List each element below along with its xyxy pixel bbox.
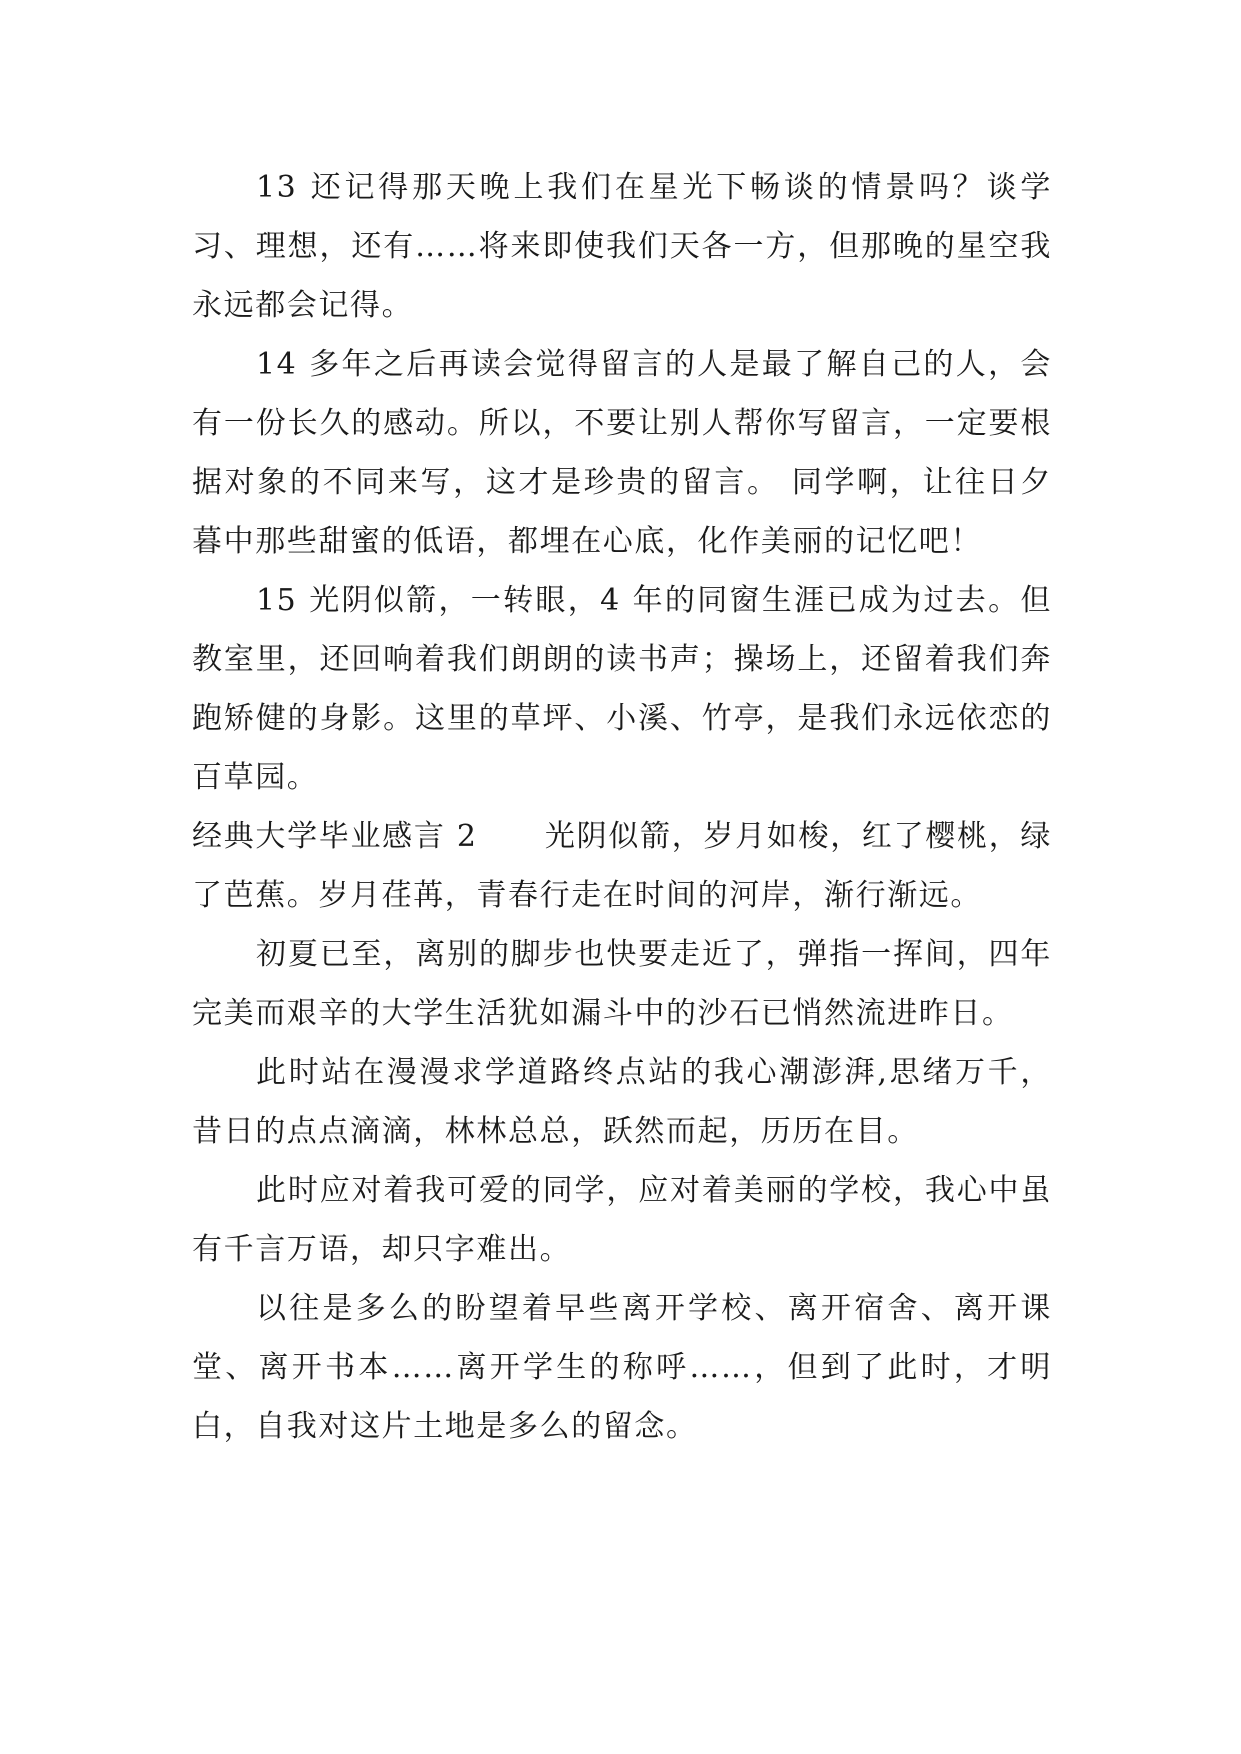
body-paragraph-2: 此时站在漫漫求学道路终点站的我心潮澎湃,思绪万千，昔日的点点滴滴，林林总总，跃然而起，历历在目。 [192,1055,1052,1149]
document-body [192,158,1052,1456]
body-paragraph-4: 以往是多么的盼望着早些离开学校、离开宿舍、离开课堂、离开书本……离开学生的称呼……，但到了此时，才明白，自我对这片土地是多么的留念。 [192,1291,1052,1444]
body-paragraph-3: 此时应对着我可爱的同学，应对着美丽的学校，我心中虽有千言万语，却只字难出。 [192,1173,1052,1267]
section-paragraph [192,807,1052,925]
paragraph-15: 15 光阴似箭，一转眼，4 年的同窗生涯已成为过去。但教室里，还回响着我们朗朗的读书声；操场上，还留着我们奔跑矫健的身影。这里的草坪、小溪、竹亭，是我们永远依恋的百草园。 [192,583,1052,795]
paragraph-13: 13 还记得那天晚上我们在星光下畅谈的情景吗？谈学习、理想，还有……将来即使我们天各一方，但那晚的星空我永远都会记得。 [192,170,1052,323]
section-intro: 光阴似箭，岁月如梭，红了樱桃，绿了芭蕉。岁月荏苒，青春行走在时间的河岸，渐行渐远。 [192,819,1052,913]
section-heading: 经典大学毕业感言 2 [192,819,478,854]
body-paragraph-1: 初夏已至，离别的脚步也快要走近了，弹指一挥间，四年完美而艰辛的大学生活犹如漏斗中的沙石已悄然流进昨日。 [192,937,1052,1031]
paragraph-14: 14 多年之后再读会觉得留言的人是最了解自己的人，会有一份长久的感动。所以，不要让别人帮你写留言，一定要根据对象的不同来写，这才是珍贵的留言。 同学啊，让往日夕暮中那些甜蜜的低语，都埋在心底，化作美丽的记忆吧！ [192,347,1052,559]
heading-spacer [478,819,545,854]
